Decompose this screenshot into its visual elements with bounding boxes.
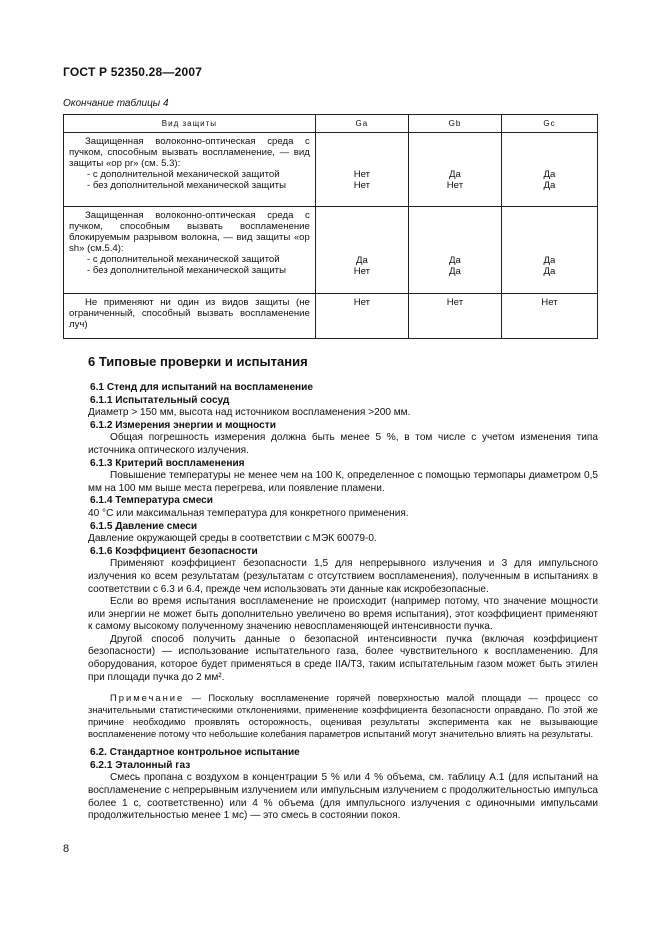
cell-value: Нет bbox=[541, 297, 558, 308]
paragraph: Диаметр > 150 мм, высота над источником воспламенения >200 мм. bbox=[88, 407, 411, 419]
paragraph: 40 °С или максимальная температура для конкретного применения. bbox=[88, 507, 409, 519]
col-header-gc: Gc bbox=[501, 115, 597, 133]
paragraph: Если во время испытания воспламенение не происходит (например потому, что значение мощности или энергии не может быть дополнительно увеличено во время испытания), этот коэффициент применяют к самому высокому полученному значению невоспламеняющей интенсивности пучка. bbox=[88, 596, 598, 633]
paragraph: Применяют коэффициент безопасности 1,5 для непрерывного излучения и 3 для импульсного излучения ко всем результатам (результатам с отсутствием воспламенения), полученным в испытаниях в соответствии с 6.3 и 6.4, прежде чем использовать эти данные как искробезопасные. bbox=[88, 558, 598, 595]
table-cell bbox=[64, 133, 316, 207]
table-row bbox=[64, 207, 598, 294]
subsection-heading: 6.1.2 Измерения энергии и мощности bbox=[90, 419, 276, 431]
table-cell bbox=[64, 207, 316, 294]
table-cell bbox=[501, 207, 597, 294]
paragraph: Другой способ получить данные о безопасной интенсивности пучка (включая коэффициент безопасности) — использование испытательного газа, более чувствительного к воспламенению. Для оборудования, которое будет применяться в среде IIA/T3, таким испытательным газом может быть этилен при площади пучка до 2 мм². bbox=[88, 633, 598, 683]
cell-value: Да bbox=[543, 169, 556, 180]
cell-value: Нет bbox=[446, 297, 464, 308]
subsection-heading: 6.2.1 Эталонный газ bbox=[90, 759, 191, 771]
table-cell bbox=[315, 294, 408, 339]
table-cell bbox=[501, 294, 597, 339]
subsection-heading: 6.1 Стенд для испытаний на воспламенение bbox=[90, 382, 313, 393]
paragraph: Повышение температуры не менее чем на 100 К, определенное с помощью термопары диаметром 0,5 мм на 100 мм выше места перегрева, или появление пламени. bbox=[88, 470, 598, 494]
paragraph: Давление окружающей среды в соответствии с МЭК 60079-0. bbox=[88, 533, 377, 545]
row-description: Защищенная волоконно-оптическая среда с пучком, способным вызвать воспламенение, — вид защиты «op pr» (см. 5.3): bbox=[69, 136, 310, 169]
cell-value: Нет bbox=[353, 266, 371, 277]
subsection-heading: 6.2. Стандартное контрольное испытание bbox=[90, 747, 300, 759]
paragraph: Смесь пропана с воздухом в концентрации 5 % или 4 % объема, см. таблицу А.1 (для испытаний на воспламенение с непрерывным излучением или импульсным излучением с продолжительностью импульса более 1 с, соответственно) или 4 % объема (для импульсного излучения с одиночными импульсами продолжительностью менее 1 мс) — это смесь в состоянии покоя. bbox=[88, 772, 598, 822]
table-header-row bbox=[64, 115, 598, 133]
cell-value: Нет bbox=[446, 180, 464, 191]
row-option: - без дополнительной механической защиты bbox=[87, 180, 286, 191]
row-description: Не применяют ни один из видов защиты (не ограниченный, способный вызвать воспламенение луч) bbox=[69, 297, 310, 330]
table-cell bbox=[408, 133, 501, 207]
row-option: - с дополнительной механической защитой bbox=[87, 254, 280, 265]
table-row bbox=[64, 133, 598, 207]
cell-value: Да bbox=[543, 180, 556, 191]
subsection-heading: 6.1.5 Давление смеси bbox=[90, 520, 198, 532]
cell-value: Нет bbox=[353, 297, 371, 308]
table-cell bbox=[64, 294, 316, 339]
cell-value: Да bbox=[355, 255, 368, 266]
subsection-heading: 6.1.1 Испытательный сосуд bbox=[90, 394, 230, 406]
section-body bbox=[88, 382, 598, 823]
table-row bbox=[64, 294, 598, 339]
row-option: - без дополнительной механической защиты bbox=[87, 265, 286, 276]
subsection-heading: 6.1.4 Температура смеси bbox=[90, 495, 213, 507]
col-header-gb: Gb bbox=[408, 115, 501, 133]
table-caption: Окончание таблицы 4 bbox=[63, 98, 169, 109]
page-number: 8 bbox=[63, 843, 70, 855]
table-cell bbox=[408, 207, 501, 294]
subsection-heading: 6.1.6 Коэффициент безопасности bbox=[90, 545, 258, 557]
cell-value: Нет bbox=[353, 180, 371, 191]
table-cell bbox=[501, 133, 597, 207]
subsection-heading: 6.1.3 Критерий воспламенения bbox=[90, 457, 245, 469]
cell-value: Да bbox=[449, 169, 461, 180]
protection-table bbox=[63, 114, 598, 339]
col-header-ga: Ga bbox=[315, 115, 408, 133]
note-text: — Поскольку воспламенение горячей поверхностью малой площади — процесс со значительными статистическими отклонениями, применение коэффициента безопасности оправдано. По этой же причине необходимо проявлять осторожность, оценивая результаты эксперимента как не вызывающие воспламенение потому что небольшие колебания параметров испытаний могут значительно влиять на результаты. bbox=[88, 692, 598, 740]
row-description: Защищенная волоконно-оптическая среда с пучком, способным вызвать воспламенение блокируемым разрывом волокна, — вид защиты «op sh» (см.5.4): bbox=[69, 210, 310, 254]
row-option: - с дополнительной механической защитой bbox=[87, 169, 280, 180]
cell-value: Да bbox=[543, 266, 556, 277]
table-cell bbox=[315, 207, 408, 294]
paragraph: Общая погрешность измерения должна быть менее 5 %, в том числе с учетом изменения типа источника оптического излучения. bbox=[88, 432, 598, 456]
document-header: ГОСТ Р 52350.28—2007 bbox=[63, 65, 203, 79]
table-cell bbox=[315, 133, 408, 207]
cell-value: Да bbox=[449, 255, 461, 266]
note-label: Примечание bbox=[110, 692, 185, 704]
cell-value: Да bbox=[543, 255, 556, 266]
section-title: 6 Типовые проверки и испытания bbox=[88, 354, 308, 369]
cell-value: Да bbox=[449, 266, 461, 277]
cell-value: Нет bbox=[353, 169, 371, 180]
note bbox=[66, 692, 598, 740]
col-header-protection-type: Вид защиты bbox=[64, 115, 316, 133]
table-cell bbox=[408, 294, 501, 339]
